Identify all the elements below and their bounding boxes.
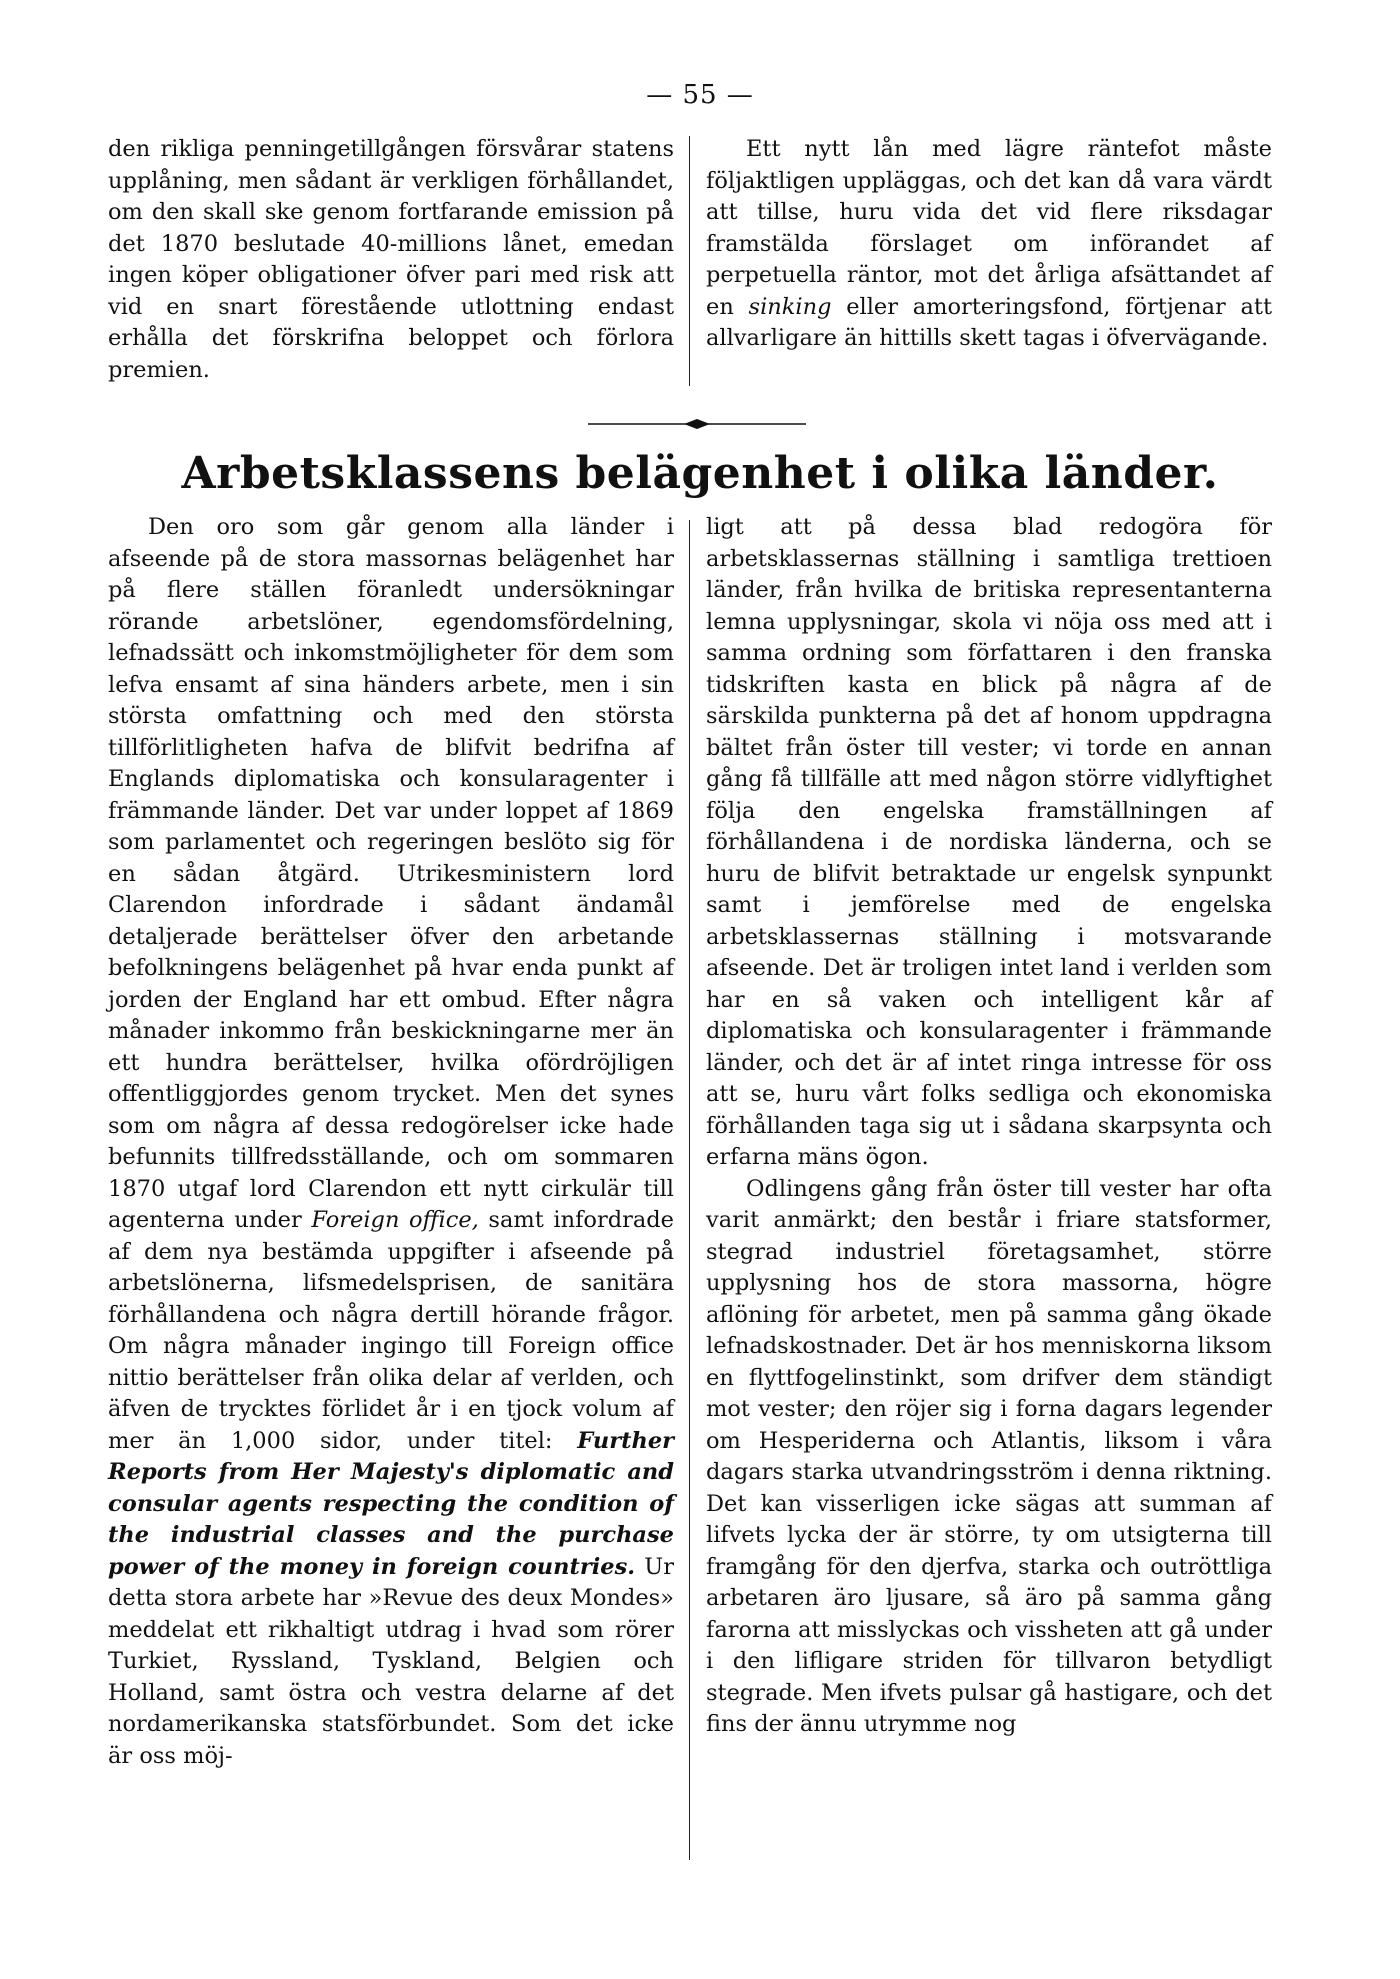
sinking-term: sinking [748,293,832,320]
bottom-right-paragraph-1: ligt att på dessa blad redogöra för arbetsklassernas ställning i samtliga trettioen länder, från hvilka de britiska representanterna lemna upplysningar, skola vi nöja oss med att i samma ordning som författaren i den franska tidskriften kasta en blick på några af de särskilda punkterna på det af honom uppdragna bältet från öster till vester; vi torde en annan gång få tillfälle att med någon större vidlyftighet följa den engelska framställningen af förhållandena i de nordiska länderna, och se huru de blifvit betraktade ur engelsk synpunkt samt i jemförelse med de engelska arbetsklassernas ställning i motsvarande afseende. Det är troligen intet land i verlden som har en så vaken och intelligent kår af diplomatiska och konsularagenter i främmande länder, och det är af intet ringa intresse för oss att se, huru vårt folks sedliga och ekonomiska förhållanden taga sig ut i sådana skarpsynta och erfarna mäns ögon. [706,514,1272,1170]
top-left-paragraph: den rikliga penningetillgången försvårar statens upplåning, men sådant är verkligen förhållandet, om den skall ske genom fortfarande emission på det 1870 beslutade 40-millions lånet, emedan ingen köper obligationer öfver pari med risk att vid en snart förestående utlottning endast erhålla det förskrifna beloppet och förlora premien. [108,136,674,383]
bottom-right-paragraph-2: Odlingens gång från öster till vester har ofta varit anmärkt; den består i friare statsformer, stegrad industriel företagsamhet, större upplysning hos de stora massorna, högre aflöning för arbetet, men på samma gång ökade lefnadskostnader. Det är hos menniskorna liksom en flyttfogelinstinkt, som drifver dem ständigt mot vester; den röjer sig i forna dagars legender om Hesperiderna och Atlantis, liksom i våra dagars starka utvandringsström i denna riktning. Det kan visserligen icke sägas att summan af lifvets lycka der är större, ty om utsigterna till framgång för den djerfva, starka och outröttliga arbetaren äro ljusare, så äro på samma gång farorna att misslyckas och vissheten att gå under i den lifligare striden för tillvaron betydligt stegrade. Men ifvets pulsar gå hastigare, och det fins der ännu utrymme nog [706,1175,1272,1737]
bottom-right-column [706,512,1272,1741]
page-number: — 55 — [646,80,754,110]
section-separator-ornament [588,418,806,430]
top-right-column [706,134,1272,355]
column-divider-bottom [689,520,690,1860]
top-right-paragraph [706,134,1272,355]
report-title: Further Reports from Her Majesty's diplomatic and consular agents respecting the condition of the industrial classes and the purchase power of the money in foreign countries. [108,1427,674,1580]
top-right-text-before: Ett nytt lån med lägre räntefot måste följaktligen uppläggas, och det kan då vara värdt att tillse, huru vida det vid flere riksdagar framstälda förslaget om införandet af perpetuella räntor, mot det årliga afsättandet af en [706,136,1272,320]
section-title: Arbetsklassens belägenhet i olika länder. [181,448,1219,499]
bottom-left-column [108,512,674,1772]
top-right-text-after: eller amorteringsfond, förtjenar att allvarligare än hittills skett tagas i öfvervägande. [706,293,1272,351]
article-text-end: Ur detta stora arbete har »Revue des deux Mondes» meddelat ett rikhaltigt utdrag i hvad som rörer Turkiet, Ryssland, Tyskland, Belgien och Holland, samt östra och vestra delarne af det nordamerikanska statsförbundet. Som det icke är oss möj- [108,1553,674,1769]
article-text-start: Den oro som går genom alla länder i afseende på de stora massornas belägenhet har på flere ställen föranledt undersökningar rörande arbetslöner, egendomsfördelning, lefnadssätt och inkomstmöjligheter för dem som lefva ensamt af sina händers arbete, men i sin största omfattning och med den största tillförlitligheten hafva de blifvit bedrifna af Englands diplomatiska och konsularagenter i främmande länder. Det var under loppet af 1869 som parlamentet och regeringen beslöto sig för en sådan åtgärd. Utrikesministern lord Clarendon infordrade i sådant ändamål detaljerade berättelser öfver den arbetande befolkningens belägenhet på hvar enda punkt af jorden der England har ett ombud. Efter några månader inkommo från beskickningarne mer än ett hundra berättelser, hvilka ofördröjligen offentliggjordes genom trycket. Men det synes som om några af dessa redogörelser icke hade befunnits tillfredsställande, och om sommaren 1870 utgaf lord Clarendon ett nytt cirkulär till agenterna under [108,514,674,1233]
top-left-column [108,134,674,386]
article-text-middle: samt infordrade af dem nya bestämda uppgifter i afseende på arbetslönerna, lifsmedelsprisen, de sanitära förhållandena och några dertill hörande frågor. Om några månader ingingo till Foreign office nittio berättelser från olika delar af verlden, och äfven de trycktes förlidet år i en tjock volum af mer än 1,000 sidor, under titel: [108,1207,674,1454]
bottom-left-paragraph [108,512,674,1772]
foreign-office-term: Foreign office, [311,1207,479,1233]
column-divider-top [689,136,690,386]
separator-rule-icon [588,418,806,430]
